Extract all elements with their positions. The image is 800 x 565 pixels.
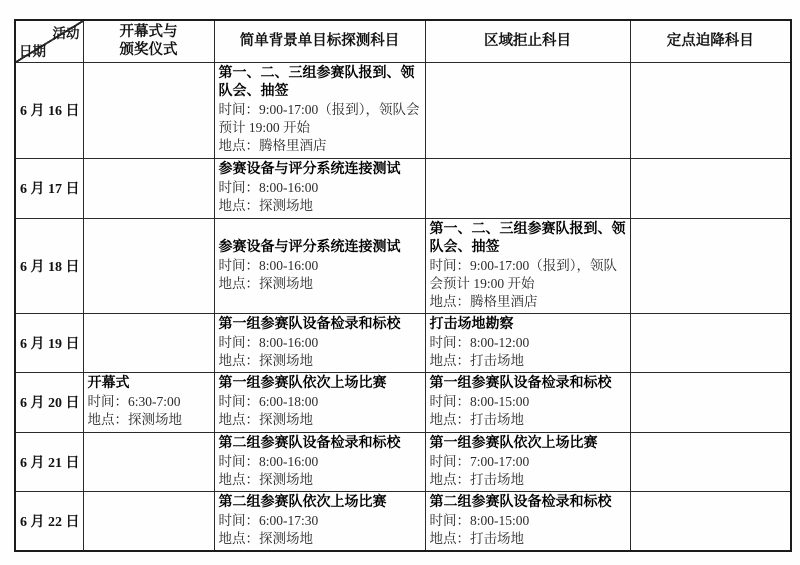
detection-cell bbox=[214, 62, 425, 158]
column-header-denial: 区域拒止科目 bbox=[425, 20, 630, 62]
landing-cell bbox=[630, 158, 791, 218]
event-title: 第一、二、三组参赛队报到、领队会、抽签 bbox=[218, 66, 415, 99]
denial-cell bbox=[425, 491, 630, 551]
event-time: 时间：8:00-15:00 bbox=[429, 394, 530, 409]
event-time: 时间：9:00-17:00（报到），领队会预计 19:00 开始 bbox=[429, 257, 617, 291]
column-header-ceremony-line1: 开幕式与 bbox=[119, 24, 178, 41]
event-title: 第一组参赛队设备检录和标校 bbox=[429, 376, 612, 391]
event-time: 时间：8:00-16:00 bbox=[218, 180, 319, 195]
date-cell: 6 月 22 日 bbox=[15, 491, 83, 551]
event-time: 时间：8:00-16:00 bbox=[218, 257, 319, 273]
event-title: 第二组参赛队设备检录和标校 bbox=[218, 435, 401, 451]
detection-cell bbox=[214, 218, 425, 313]
ceremony-cell bbox=[83, 313, 214, 372]
event-place: 地点：探测场地 bbox=[218, 352, 313, 368]
event-place: 地点：腾格里酒店 bbox=[429, 293, 538, 309]
date-cell: 6 月 18 日 bbox=[15, 218, 83, 313]
date-cell: 6 月 21 日 bbox=[15, 432, 83, 491]
event-title: 参赛设备与评分系统连接测试 bbox=[218, 162, 401, 177]
ceremony-cell bbox=[83, 372, 214, 432]
landing-cell bbox=[630, 313, 791, 372]
event-title: 第一组参赛队依次上场比赛 bbox=[429, 435, 598, 451]
event-place: 地点：打击场地 bbox=[429, 471, 524, 487]
event-title: 打击场地勘察 bbox=[429, 316, 514, 332]
landing-cell bbox=[630, 491, 791, 551]
event-time: 时间：6:00-18:00 bbox=[218, 394, 319, 409]
corner-label-activity: 活动 bbox=[52, 26, 80, 41]
ceremony-cell bbox=[83, 218, 214, 313]
detection-cell bbox=[214, 432, 425, 491]
date-cell: 6 月 17 日 bbox=[15, 158, 83, 218]
event-time: 时间：9:00-17:00（报到），领队会预计 19:00 开始 bbox=[218, 102, 420, 135]
table-row-jun19 bbox=[15, 313, 791, 372]
event-title: 开幕式 bbox=[87, 376, 130, 391]
landing-cell bbox=[630, 372, 791, 432]
table-row-jun21 bbox=[15, 432, 791, 491]
date-cell: 6 月 16 日 bbox=[15, 62, 83, 158]
corner-label-date: 日期 bbox=[19, 43, 46, 59]
detection-cell bbox=[214, 372, 425, 432]
denial-cell bbox=[425, 218, 630, 313]
column-header-ceremony bbox=[83, 20, 214, 62]
event-place: 地点：探测场地 bbox=[87, 412, 182, 427]
event-time: 时间：7:00-17:00 bbox=[429, 453, 530, 469]
ceremony-cell bbox=[83, 491, 214, 551]
event-title: 第一组参赛队设备检录和标校 bbox=[218, 316, 401, 332]
event-title: 第一、二、三组参赛队报到、领队会、抽签 bbox=[429, 221, 626, 255]
detection-cell bbox=[214, 313, 425, 372]
table-row-jun16 bbox=[15, 62, 791, 158]
detection-cell bbox=[214, 158, 425, 218]
event-time: 时间：6:00-17:30 bbox=[218, 512, 319, 528]
landing-cell bbox=[630, 62, 791, 158]
event-time: 时间：8:00-16:00 bbox=[218, 334, 319, 350]
landing-cell bbox=[630, 432, 791, 491]
event-place: 地点：探测场地 bbox=[218, 198, 313, 213]
event-place: 地点：打击场地 bbox=[429, 352, 524, 368]
column-header-detection: 简单背景单目标探测科目 bbox=[214, 20, 425, 62]
denial-cell bbox=[425, 372, 630, 432]
event-place: 地点：探测场地 bbox=[218, 412, 313, 427]
denial-cell bbox=[425, 62, 630, 158]
landing-cell bbox=[630, 218, 791, 313]
denial-cell bbox=[425, 313, 630, 372]
event-title: 第二组参赛队依次上场比赛 bbox=[218, 494, 387, 510]
denial-cell bbox=[425, 432, 630, 491]
event-place: 地点：探测场地 bbox=[218, 530, 313, 546]
event-place: 地点：打击场地 bbox=[429, 530, 524, 546]
table-row-jun20 bbox=[15, 372, 791, 432]
event-time: 时间：8:00-15:00 bbox=[429, 512, 530, 528]
denial-cell bbox=[425, 158, 630, 218]
ceremony-cell bbox=[83, 62, 214, 158]
detection-cell bbox=[214, 491, 425, 551]
event-title: 第二组参赛队设备检录和标校 bbox=[429, 494, 612, 510]
event-time: 时间：8:00-12:00 bbox=[429, 334, 530, 350]
event-place: 地点：探测场地 bbox=[218, 275, 313, 291]
event-place: 地点：探测场地 bbox=[218, 471, 313, 487]
schedule-table bbox=[14, 19, 792, 552]
header-row bbox=[15, 20, 791, 62]
event-place: 地点：腾格里酒店 bbox=[218, 138, 327, 153]
event-time: 时间：6:30-7:00 bbox=[87, 394, 181, 409]
event-title: 参赛设备与评分系统连接测试 bbox=[218, 239, 401, 255]
event-title: 第一组参赛队依次上场比赛 bbox=[218, 376, 387, 391]
column-header-ceremony-line2: 颁奖仪式 bbox=[119, 42, 178, 59]
ceremony-cell bbox=[83, 432, 214, 491]
ceremony-cell bbox=[83, 158, 214, 218]
table-row-jun18 bbox=[15, 218, 791, 313]
column-header-landing: 定点迫降科目 bbox=[630, 20, 791, 62]
date-cell: 6 月 20 日 bbox=[15, 372, 83, 432]
date-cell: 6 月 19 日 bbox=[15, 313, 83, 372]
event-time: 时间：8:00-16:00 bbox=[218, 453, 319, 469]
table-row-jun17 bbox=[15, 158, 791, 218]
table-row-jun22 bbox=[15, 491, 791, 551]
event-place: 地点：打击场地 bbox=[429, 412, 524, 427]
corner-cell-date-activity bbox=[15, 20, 83, 62]
